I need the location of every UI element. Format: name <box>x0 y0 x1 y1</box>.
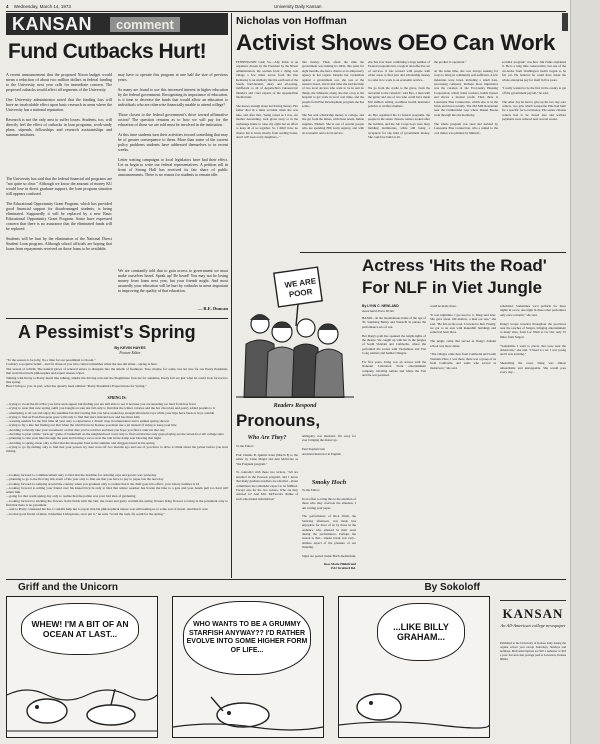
letters-sub-right: Smoky Hoch <box>311 479 347 486</box>
nicholas-headline: Activist Shows OEO Can Work <box>236 30 556 55</box>
right-page-edge <box>570 0 600 744</box>
griff-figure-panel3 <box>339 661 489 735</box>
svg-text:POOR: POOR <box>288 287 313 300</box>
page-number: 4 <box>6 4 9 9</box>
letters-headline: Pronouns, <box>236 411 321 430</box>
comment-body-col1b: The University has said that the federal financial aid programs are "not quite so clear." Although we know the amount of money KU would lose in direct graduate support, the loan program situation still appears confused. The Educational Opportunity Grant Program, which has provided good financial support for disadvantaged students, is being eliminated. Supposedly it will be replaced by a new Basic Educational Opportunity Grant Program. Some have expressed concern that there is no assurance that the eliminated funds will be replaced. Students will be hurt by the elimination of the National Direct Student Loan program. Although school officials are hoping that loans from repayments received on those loans to be available. <box>6 176 112 251</box>
nicholas-col5: socialist program" was how Jim Fulks explained it. He is a long time conservative, but one of the cut-backs from Washington hadn't begun to be felt yet. He believes he could have made the whole enterprise pay for itself in five years. "I really wanted to be the first in the county to get off the government payroll," he said. The other day he had to give up his two day-care centers, two jobs which Lonesome Pine had built for a specific for local money. The senior citizens centers had to be closed also and welfare payments were reduced next several weeks. <box>502 60 566 122</box>
letters-col-left: To the Editor: Prof. Dennis B. Quinn's letter (March 8) to the editor by Liane Magid and Ann McFerran as "the Pregnant program." To contradict with these two writers, "All are enrolled in the Pearson program, and I know that many graduate teachers are enrolled—about committees the remainder expect to be fulfilled. Except also for the two writers, Who are they referred to? And Mrs. McFerran's dislike of such educational information? <box>236 444 298 501</box>
letters-section: Readers Respond <box>273 403 317 409</box>
comment-masthead-right: comment <box>110 17 180 32</box>
comment-body-col2: may have to operate this program at one half the size of previous years. So many are found to use this increased interest in higher education by the federal government. Recognizing its importance of education, is it time to decrease the funds that would allow an education to individuals who are otherwise financially unable to attend college? Those closest to the federal government's drive toward affirmative action? The question remains as to how we will pay for the education of those we are told must be involved in the institution. At this time students turn their activities toward something that may be of greater consequence to them. More than some of the current policy problems students have addressed themselves to in recent weeks. Letter writing campaigns to local legislators have had their effect. Let us begin to write our federal representatives. A petition roll in front of Strong Hall has received its fair share of public announcements. There is no reason for students to remain idle. <box>118 72 228 177</box>
nicholas-col1: PENNINGTON GAP, Va.—Any Pablo is an organizer chosen by the President by the Nixon administration, the woman from a dying coal village a few miles across from the line Kentucky is an Anthony like the earth salt of the South, hard-headed, dusty and all-seeing, indifferent to all of Appalachia's bureaucratic blunders and cruel experts of the Appalachian intellectuals. She knows enough about not having money. Her father died in a mine accident when she was nine, and after that, "being raised as I was, our mother descending, took given away or in the orphanage home to raise my eight but an effort to keep all of us together. So I didn't have no chance but to learn, mostly from reading books. And I will look at my daughters..." <box>236 60 298 139</box>
unicorn-figure <box>173 675 323 735</box>
masthead-tagline: An All-American college newspaper <box>500 623 566 628</box>
griff-figure <box>7 655 157 735</box>
nicholas-col2: into money. Then, about the time the government was halting its OEO, this quiet for eight months, she had a chance at an antipoverty agency in her region. Despite her credentials against a government out, she was at the nation's board, and in that time she had the help of two local doctors who want to be in and do things, the Johnsons, along, she met a boy at the hospital to get work in local coal mine, and the people from Pine Development program she has some... She has sent scholarship money to college, and she got from the mines, with these needs, Indian supplies. Elkhart. She is one of several people who are spending Hill Gwin Agency, and with an economic and a local service. <box>302 60 364 135</box>
comment-byline: — R.E. Duncan <box>197 306 228 311</box>
actress-col2: could be made more. "It was nighttime. I got used to it. Dang said later. She gave about 160 matters, a man out one," she said. "He fell on the road, I crawled to him. Finally, we got to an area with makeshift buildings and some had been there. The jungle camp that served as Dang's domain school was more dense. "The villages came here from Cambodia and South Vietnam. Here, I was there, there was a group of us from Cambodia, and some who served as instructors," she said. <box>430 304 496 370</box>
nicholas-photo <box>562 13 568 31</box>
pessimist-body: "To the season to be jolly, 'tis a time for our pessimism to bloom." Contrary to popular belief—and for those of you who cannot remember when the sun did shine—spring is here. The season of rebirth. The natural glows of renewal enters to dissipate into the smells of freshness. True, maybe, for some, but not true for our Pretty Pessimist, that weird hard luck philosopher and expert sneeze-wiper. Talking with Pretty is Pretty much like talking, amidst the driving rain and the illegitimate forecast for sunshine. Pretty felt we just what he could look forward to this spring. Here I bring to you, in part, what has queerly been entitled "Pretty Pessimist's Expectations for Spring." <box>6 358 228 389</box>
comic-bubble-2: WHO WANTS TO BE A GRUMMY STARFISH ANYWAY?? I'D RATHER EVOLVE INTO SOME HIGHER FORM OF LIFE... <box>183 601 311 675</box>
nicholas-col4: the product is operation." At the same time, she was always seeking for ways to bring in community self-sufficient. A few industries were lured, including a small data-processing company. Perhaps more impressive was the creation of the Tri-County Housing Corporation, which trains workers, builds houses and shows a modest profit. Then there is Lonesome Pine Connection, which also is in the black and most recently, The Old Mill Restaurant near the Cumberland Gap where Daniel Boone went through into the Kentucky. The whole program was sued and derided by Lonesome Pine Connection, who a tunnel to the coal mines was planned by himself... <box>434 60 498 135</box>
comment-masthead-left: KANSAN <box>12 14 93 34</box>
letters-signer: Ross Marie Hildebrand 1512 Stratford Rd. <box>323 562 356 571</box>
letters-col-right: To the Editor: In an effort to bring this to the attention of those who may overlook the situation, I am writing your paper. The performance of Rick Wash, the Saturday afternoon, was made less enjoyable for most of us by those in the audience who smoked in their seats during the performance. Perhaps the reason is that... smoke break was very... aimless aspect of the pleasure of our listening. Signs are posted inside Hoch Auditorium, <box>302 488 356 559</box>
actress-col1: HANOI—In the mountainous home of the age of 30, Sutphang Bailey and Wanachi in pursue the performance arts of war. But Dang's path has spanned the length-lights of the theatre. We caught up with her in the jungles of South Vietnam and Cambodia, where she performed the scenes with Vietnamese and Viet Cong soldiers and hamlet villagers. For five years, Dang was an actress with the National Liberation Front entertainment company, traveling remote and where the Viet and the war persisted. <box>362 316 426 378</box>
actress-headline: Actress 'Hits the Road' For NLF in Viet Jungle <box>362 256 547 297</box>
comic-bubble-3: ...LIKE BILLY GRAHAM... <box>377 603 465 661</box>
pessimist-headline: A Pessimist's Spring <box>18 322 196 342</box>
comment-banner <box>6 13 228 35</box>
comment-body-col2b: We are constantly told that to gain access to government we must make ourselves heard. Speak up! Be heard! You may not be losing money from loans next year, but your friends might. And most assuredly your education will be hurt by cutbacks in areas important to improving the quality of that education. <box>118 268 228 293</box>
letters-col-mid: ambiguity was intended, I'm sorry for ever bringing the matter up. Paul Stephen Lim Assistant Instructor in English <box>302 434 356 456</box>
actress-role: Associated Press Writer <box>362 309 395 313</box>
masthead-name: KANSAN <box>502 606 564 621</box>
actress-byline: By LYNN C. NEWLAND <box>362 304 399 308</box>
pessimist-list: —trying to avoid the first lilac you have seen appear but finding you are still able to see it because you are sneezing too hard from hay fever —trying to wear that new spring outfit you bought on sale last fall only to find that the winter calories and the hot chocolate and pastry added pounds to it —attempting to sit out and enjoy the sunshine but discovering that you have soaked up enough ultraviolet rays while your hips have been as boys outside —trying to find an East-European gone wild only to find that she's married now and has three kids —wearing sandals for the first time all year only to experience a drastic drop in temperature and a sudden spring shower —trying to fly a kite but finding out that when the wind blows in Kansas you must use a jet instead of string to keep your kite —deciding to finally take your sweetheart on that date you've told her and then you hope you find a raincoat that day —deciding to plan a little "pick-up" game of basketball on the neighborhood court only to find out that the only guys playing are the seven-foot tall college stars —planning to ride your bike through the park and having a raccoon in the rain in the damp seat blowing that night —deciding to spring-clean only to find that the mosquito bred in the summer and chiggers breed in the spring —trying to go fly-fishing only to find that your poison ivy dust wore off two months ago and one of you have to drive to think about the jacket before you start itching <box>6 402 228 454</box>
masthead-info: Published at the University of Kansas daily during the regular school year except Saturdays, Sundays and holidays. Mail subscriptions are $10 a semester or $18 a year. Second-class postage paid at Lawrence, Kansas 66044. <box>500 641 566 661</box>
masthead-box <box>500 600 566 737</box>
pessimist-list-heading: SPRING IS: <box>107 396 127 400</box>
comic-panel-3 <box>338 596 490 738</box>
svg-text:WE ARE: WE ARE <box>284 276 317 290</box>
comic-panel-2 <box>172 596 324 738</box>
protest-crowd-illustration <box>236 262 354 398</box>
pessimist-list2: —looking forward to commencement only to find that the deadline for ordering caps and gowns was yesterday —planning to go to the first big lick event of the year only to find out that you have to pay to paper last the next day —looking forward to romping around the country when you graduate only to realize that it the draft goes into effect, your lottery number is 16 —looking forward to telling your friend over his kissed bicycle only to find that winter weather has frozen the bike to a gate and your hands pull too hard will return him —going for that warm spring day only to realize that the pollen was your bad idea of gardening —looking forward to sticking the flowers in the fields with the rain; the sweet and gusty warmth the spring flowers bring flowers to bring in the pavement only to find that there is no pavement —and to Pretty confessed his list, I couldn't help but to report that his philosophical nature was still leading us to some sort of moral. And that it was: —be that good friend of mine, Johnathan Livingstone, once put it," he said, "avoid the rush, fly south for the spring." <box>6 473 228 516</box>
editorial-cartoon <box>236 262 354 398</box>
comic-panel-1 <box>6 596 158 738</box>
header-date: Wednesday, March 14, 1973 <box>13 4 71 9</box>
comment-headline: Fund Cutbacks Hurt! <box>8 40 207 63</box>
letters-sub-left: Who Are They? <box>247 435 287 441</box>
page-header <box>6 2 566 11</box>
comic-bubble-1: WHEW! I'M A BIT OF AN OCEAN AT LAST... <box>21 603 139 655</box>
pessimist-role: Feature Editor <box>119 351 141 355</box>
comment-body-col1: A recent announcement that the proposed Nixon budget would mean a reduction of about two million dollars in federal funding to the University next year calls for immediate concern. The proposed cutbacks would affect all segments of the University. One University administrator noted that the funding loss will have an incalculable effect upon basic research in areas where the University has a national reputation. Research is not the only area to suffer losses. Students, too, will directly feel the effect of cutbacks in loan programs, work-study plans, stipends, fellowships and research assistantships and summer institutes. <box>6 72 112 137</box>
comic-author: By Sokoloff <box>424 582 480 593</box>
pessimist-byline: By KEVIN HAYES <box>114 346 146 350</box>
header-paper: University Daily Kansan <box>274 4 322 9</box>
nicholas-column-name: Nicholas von Hoffman <box>236 15 347 27</box>
comic-title: Griff and the Unicorn <box>18 582 118 593</box>
actress-col3: scheduled. Sometimes we'd perform for three nights in a row, one night in three other performers only once a month," she said. Dang's troupe traveled throughout the provinces near the reaches of Saigon, bringing entertainment to many sites, from Loc Ninh to Cu Chi, only 35 miles from Saigon. "Sometimes I went to places that were near the Americans," she said. "I liked it a lot. I was young and it was exciting." Sheatching the coast, Dang was almost untouchable and unstoppable. She would pass every day... <box>500 304 566 375</box>
nicholas-col3: else has ever done: combining a large number of Federal programs into a logical and effective set of services. It has worked with people with wider areas to find jobs and scholarship money to come in to work to an economic service... We go from the cradle to the grave, from the terrestrial to the celestial," said Bye, a man with the gutter and one of two who could have made $50 million selling worthless health insurance policies to welfare mothers. As Bye organized his 21 federal programs, the people in the senior citizens centers looked after the toddlers, and the Job Corps boys were busy building dormitories, while still being a receptacle for any kind of government money. She could not build at all. <box>368 60 430 139</box>
